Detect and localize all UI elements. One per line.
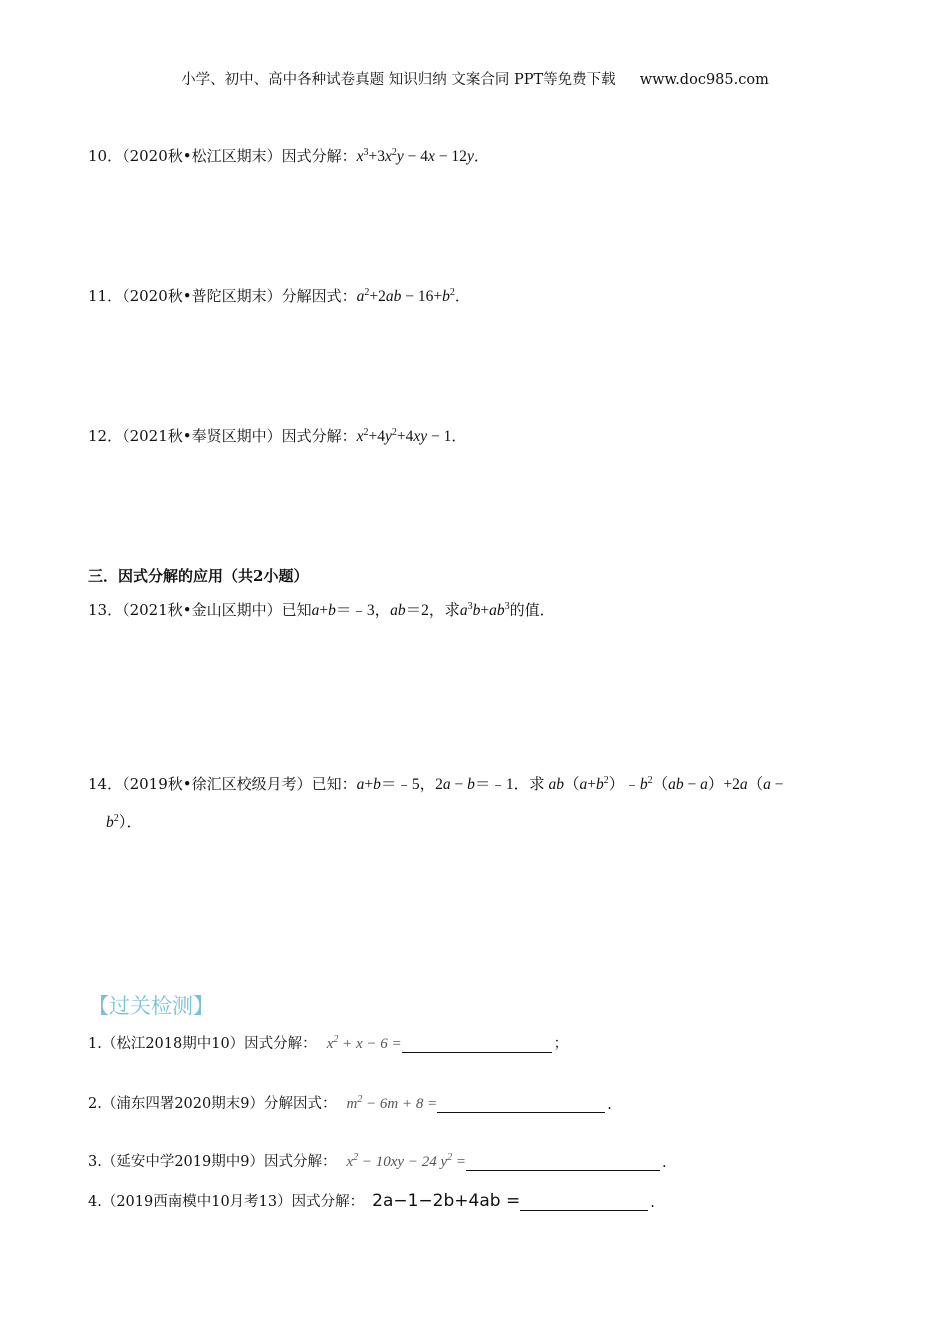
answer-blank[interactable] (466, 1152, 660, 1171)
question-expression: a+b＝﹣3，ab＝2，求$a^3b+ab^3$ (311, 601, 510, 619)
exercise-4: 4.（2019西南模中10月考13）因式分解： 2a−1−2b+4ab = . (88, 1191, 655, 1211)
question-number: 12． (88, 427, 123, 445)
question-13: 13．（2021秋•金山区期中）已知a+b＝﹣3，ab＝2，求$a^3b+ab^3$的值． (88, 601, 555, 619)
exercise-expression: $x^2 - 10xy - 24$ $y^2$ = (346, 1152, 466, 1170)
question-source: （2021秋•金山区期中）已知 (122, 601, 312, 619)
question-10: 10．（2020秋•松江区期末）因式分解：$x^3+3x^2y - 4x - 12y$． (88, 147, 489, 165)
question-number: 11． (88, 287, 123, 305)
question-expression: $a^2+2ab - 16+b^2$ (356, 287, 455, 305)
question-number: 10． (88, 147, 123, 165)
question-14 (88, 774, 783, 795)
question-source: （2019秋•徐汇区校级月考）已知： (122, 775, 357, 793)
answer-blank[interactable] (402, 1034, 552, 1053)
question-source: （2021秋•奉贤区期中）因式分解： (122, 427, 357, 445)
question-number: 14． (88, 775, 123, 793)
exercise-label: 1.（松江2018期中10）因式分解： (88, 1036, 317, 1052)
exercise-label: 3.（延安中学2019期中9）因式分解： (88, 1154, 337, 1170)
question-source: （2020秋•松江区期末）因式分解： (122, 147, 357, 165)
question-expression: $x^3+3x^2y - 4x - 12y$ (356, 147, 474, 165)
question-12: 12．（2021秋•奉贤区期中）因式分解：$x^2+4y^2+4xy - 1$． (88, 427, 467, 445)
exercise-2: 2.（浦东四署2020期末9）分解因式： $m^2 - 6m + 8$ = . (88, 1094, 612, 1113)
exercise-3: 3.（延安中学2019期中9）因式分解： $x^2 - 10xy - 24$ $y^2$ = . (88, 1152, 667, 1171)
check-title: 【过关检测】 (88, 994, 214, 1018)
answer-blank[interactable] (520, 1192, 648, 1211)
exercise-expression: $m^2 - 6m + 8$ = (346, 1094, 438, 1112)
exercise-1: 1.（松江2018期中10）因式分解： $x^2 + x - 6$ = ； (88, 1034, 569, 1052)
answer-blank[interactable] (437, 1094, 605, 1113)
exercise-expression: 2a−1−2b+4ab = (372, 1191, 521, 1211)
header-site: www.doc985.com (639, 72, 769, 88)
section-heading: 三．因式分解的应用（共2小题） (88, 567, 309, 585)
question-expression: $x^2+4y^2+4xy - 1$ (356, 427, 452, 445)
question-14-continued: $b^2$）． (106, 813, 143, 831)
header-text: 小学、初中、高中各种试卷真题 知识归纳 文案合同 PPT等免费下载 (181, 72, 616, 88)
question-expression: a+b＝﹣5，2a − b＝﹣1．求 $ab(a+b^2)﹣b^2(ab - a)+2a(a$ − (356, 775, 784, 793)
question-source: （2020秋•普陀区期末）分解因式： (122, 287, 357, 305)
page-header (0, 68, 950, 89)
exercise-label: 2.（浦东四署2020期末9）分解因式： (88, 1096, 337, 1112)
exercise-label: 4.（2019西南模中10月考13）因式分解： (88, 1194, 365, 1210)
question-11: 11．（2020秋•普陀区期末）分解因式：$a^2+2ab - 16+b^2$． (88, 287, 470, 305)
question-number: 13． (88, 601, 123, 619)
exercise-expression: $x^2 + x - 6$ = (326, 1034, 402, 1052)
